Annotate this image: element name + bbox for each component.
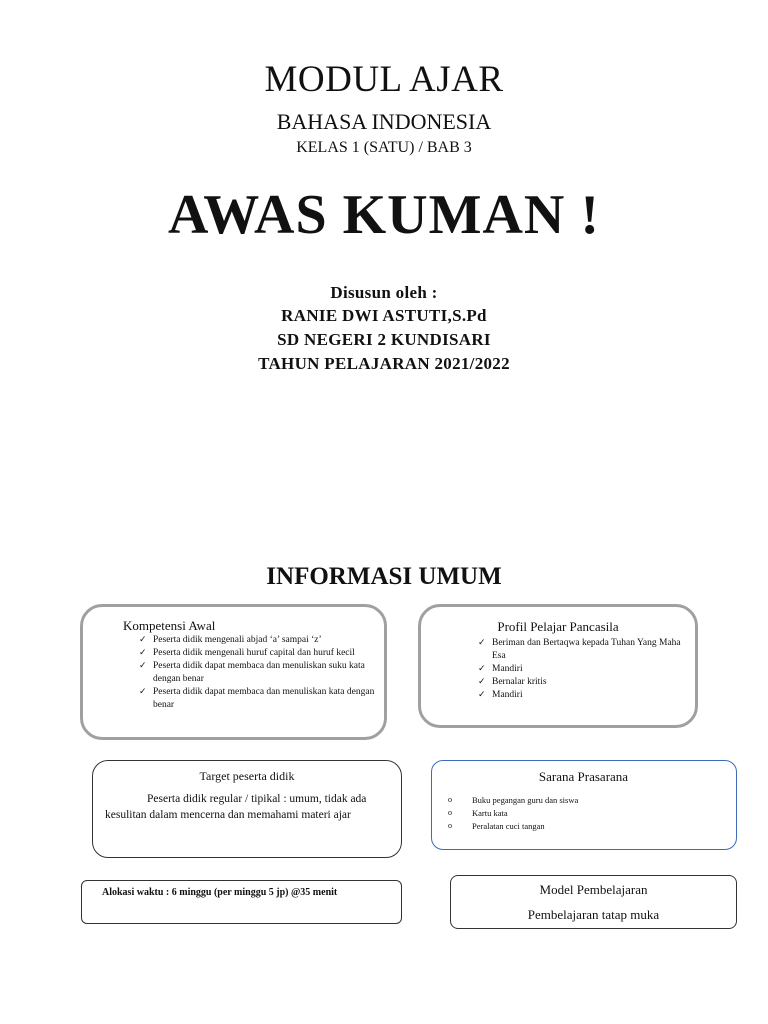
target-peserta-body: Peserta didik regular / tipikal : umum, tidak ada kesulitan dalam mencerna dan memahami materi ajar [105, 793, 367, 821]
sarana-prasarana-box [431, 760, 737, 850]
profil-pelajar-list [478, 637, 683, 702]
credit-school: SD NEGERI 2 KUNDISARI [277, 330, 491, 349]
target-peserta-box [92, 760, 402, 858]
list-item: ✓ Peserta didik mengenali huruf capital dan huruf kecil [139, 647, 379, 660]
list-item: ✓ Mandiri [478, 689, 683, 702]
model-pembelajaran-title: Model Pembelajaran [539, 882, 648, 897]
list-item: ✓ Mandiri [478, 663, 683, 676]
kompetensi-awal-title: Kompetensi Awal [123, 618, 216, 633]
target-peserta-title: Target peserta didik [199, 769, 295, 783]
topic-title: AWAS KUMAN ! [168, 184, 600, 246]
sarana-prasarana-list [448, 794, 718, 833]
profil-pelajar-box [418, 604, 698, 728]
credit-author-label: Disusun oleh : [330, 283, 438, 302]
list-item: o Kartu kata [448, 807, 718, 820]
module-title: MODUL AJAR [264, 59, 504, 100]
subject-label: BAHASA INDONESIA [276, 109, 492, 134]
profil-pelajar-title: Profil Pelajar Pancasila [497, 619, 619, 634]
model-pembelajaran-box [450, 875, 737, 929]
credit-author-name: RANIE DWI ASTUTI,S.Pd [281, 306, 487, 325]
list-item: ✓ Bernalar kritis [478, 676, 683, 689]
list-item: ✓ Peserta didik mengenali abjad ‘a’ sampai ‘z’ [139, 634, 379, 647]
credit-school-year: TAHUN PELAJARAN 2021/2022 [258, 354, 510, 373]
list-item: o Peralatan cuci tangan [448, 820, 718, 833]
info-heading: INFORMASI UMUM [266, 563, 502, 590]
list-item: o Buku pegangan guru dan siswa [448, 794, 718, 807]
list-item: ✓ Peserta didik dapat membaca dan menuliskan suku kata dengan benar [139, 660, 379, 686]
grade-label: KELAS 1 (SATU) / BAB 3 [296, 139, 472, 156]
alokasi-waktu-box [81, 880, 402, 924]
list-item: ✓ Peserta didik dapat membaca dan menuliskan kata dengan benar [139, 686, 379, 712]
kompetensi-awal-list [139, 634, 379, 712]
alokasi-waktu-text: Alokasi waktu : 6 minggu (per minggu 5 jp) @35 menit [102, 887, 338, 898]
kompetensi-awal-box [80, 604, 387, 740]
model-pembelajaran-value: Pembelajaran tatap muka [527, 907, 660, 922]
list-item: ✓ Beriman dan Bertaqwa kepada Tuhan Yang Maha Esa [478, 637, 683, 663]
sarana-prasarana-title: Sarana Prasarana [538, 769, 629, 784]
